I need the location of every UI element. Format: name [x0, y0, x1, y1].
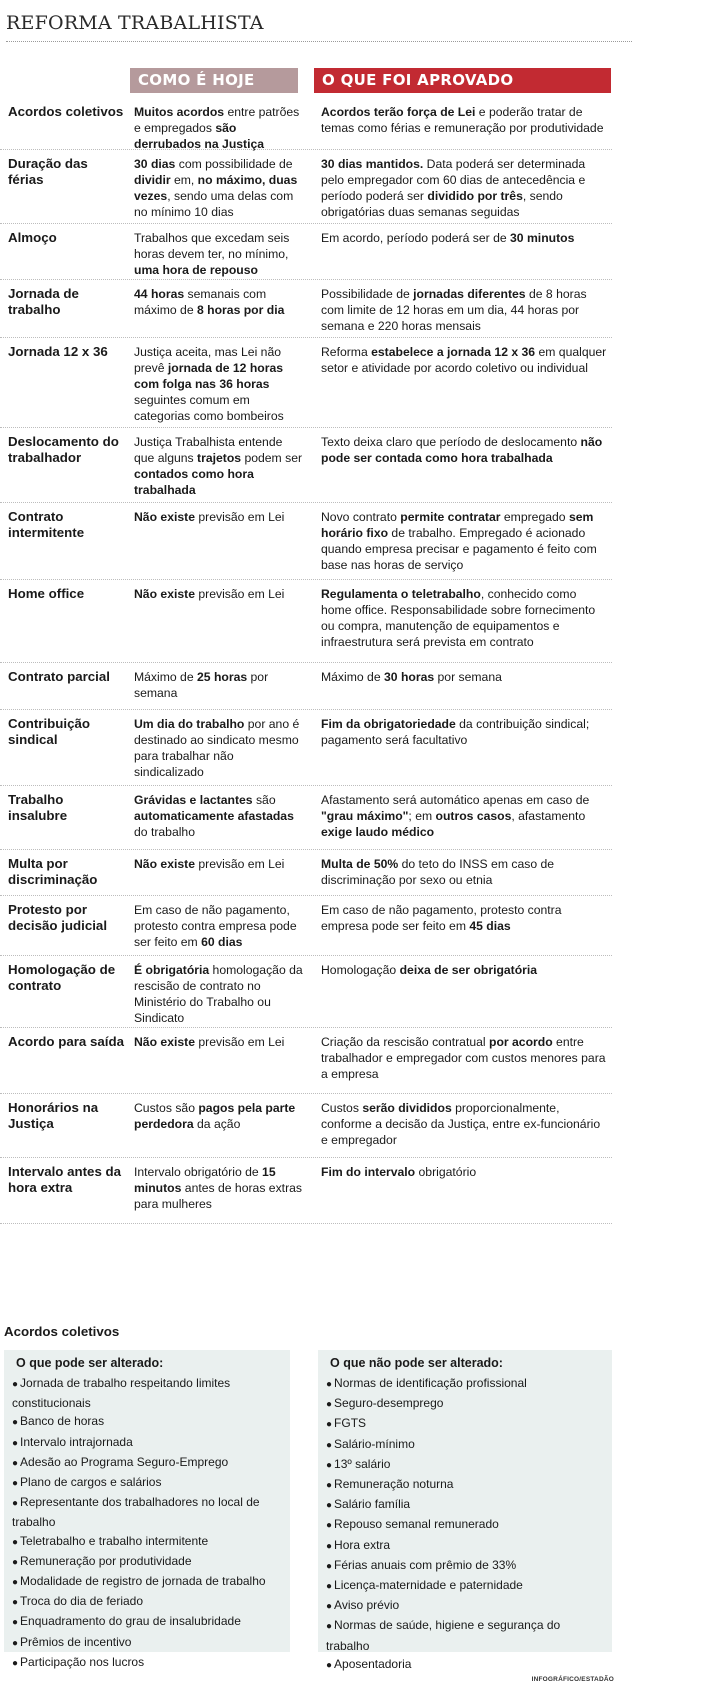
- table-row: [0, 956, 612, 1028]
- table-row: [0, 663, 612, 710]
- row-como-e-hoje: É obrigatória homologação da rescisão de contrato no Ministério do Trabalho ou Sindicato: [134, 963, 303, 1025]
- nao-pode-ser-alterado-list: [318, 1374, 612, 1675]
- list-item: ● Banco de horas: [12, 1414, 105, 1429]
- row-topic: Contribuição sindical: [8, 716, 90, 747]
- row-o-que-foi-aprovado: Criação da rescisão contratual por acordo entre trabalhador e empregador com custos menores para a empresa: [321, 1035, 606, 1081]
- row-topic: Protesto por decisão judicial: [8, 902, 108, 933]
- row-como-e-hoje: Em caso de não pagamento, protesto contra empresa pode ser feito em 60 dias: [134, 903, 297, 949]
- row-o-que-foi-aprovado: Regulamenta o teletrabalho, conhecido como home office. Responsabilidade sobre fornecimento ou compra, manutenção de equipamentos e infraestrutura será prevista em contrato: [321, 587, 596, 649]
- list-item: ● Férias anuais com prêmio de 33%: [326, 1557, 517, 1572]
- row-o-que-foi-aprovado: Homologação deixa de ser obrigatória: [321, 963, 538, 977]
- credit-text: INFOGRÁFICO/ESTADÃO: [531, 1676, 614, 1683]
- row-topic: Contrato parcial: [8, 669, 110, 684]
- bullet-icon: ●: [326, 1480, 333, 1492]
- row-o-que-foi-aprovado: Possibilidade de jornadas diferentes de 8 horas com limite de 12 horas em um dia, 44 horas por semana e 220 horas mensais: [321, 287, 587, 333]
- list-item: ● Hora extra: [326, 1537, 391, 1552]
- bullet-icon: ●: [12, 1657, 19, 1669]
- row-topic: Jornada 12 x 36: [8, 344, 108, 359]
- row-topic: Acordos coletivos: [8, 104, 124, 119]
- row-como-e-hoje: Um dia do trabalho por ano é destinado ao sindicato mesmo para trabalhar não sindicalizado: [134, 717, 300, 779]
- bullet-icon: ●: [12, 1556, 19, 1568]
- row-como-e-hoje: Intervalo obrigatório de 15 minutos antes de horas extras para mulheres: [134, 1165, 302, 1211]
- bullet-icon: ●: [12, 1498, 19, 1510]
- list-item: ● Adesão ao Programa Seguro-Emprego: [12, 1454, 229, 1469]
- list-item: ● Remuneração noturna: [326, 1477, 454, 1492]
- table-row: [0, 580, 612, 663]
- pode-ser-alterado-title: O que pode ser alterado:: [16, 1356, 164, 1370]
- list-item: ● 13º salário: [326, 1456, 391, 1471]
- bullet-icon: ●: [326, 1581, 333, 1593]
- row-como-e-hoje: Não existe previsão em Lei: [134, 510, 285, 524]
- list-item: ● Seguro-desemprego: [326, 1396, 444, 1411]
- title-divider: [6, 41, 632, 42]
- bullet-icon: ●: [326, 1500, 333, 1512]
- table-row: [0, 850, 612, 896]
- acordos-section-title: Acordos coletivos: [4, 1324, 120, 1339]
- bullet-icon: ●: [326, 1659, 333, 1671]
- row-como-e-hoje: Trabalhos que excedam seis horas devem ter, no mínimo, uma hora de repouso: [134, 231, 290, 277]
- row-como-e-hoje: 44 horas semanais com máximo de 8 horas por dia: [134, 287, 285, 317]
- row-o-que-foi-aprovado: Em caso de não pagamento, protesto contra empresa pode ser feito em 45 dias: [321, 903, 562, 933]
- list-item: ● Teletrabalho e trabalho intermitente: [12, 1533, 209, 1548]
- bullet-icon: ●: [326, 1540, 333, 1552]
- row-o-que-foi-aprovado: Reforma estabelece a jornada 12 x 36 em qualquer setor e atividade por acordo coletivo ou individual: [321, 345, 607, 375]
- list-item: ● Representante dos trabalhadores no local de trabalho: [12, 1495, 260, 1530]
- table-row: [0, 1094, 612, 1158]
- row-o-que-foi-aprovado: Novo contrato permite contratar empregado sem horário fixo de trabalho. Empregado é acionado quando empresa precisar e pagamento é feito com base nas horas de serviço: [321, 510, 597, 572]
- list-item: ● Modalidade de registro de jornada de trabalho: [12, 1574, 266, 1589]
- row-como-e-hoje: Não existe previsão em Lei: [134, 587, 285, 601]
- table-row: [0, 503, 612, 580]
- list-item: ● Aposentadoria: [326, 1656, 412, 1671]
- table-row: [0, 1158, 612, 1224]
- list-item: ● Plano de cargos e salários: [12, 1475, 162, 1490]
- list-item: ● Salário família: [326, 1497, 411, 1512]
- bullet-icon: ●: [326, 1601, 333, 1613]
- row-como-e-hoje: Grávidas e lactantes são automaticamente afastadas do trabalho: [134, 793, 294, 839]
- list-item: ● Intervalo intrajornada: [12, 1434, 133, 1449]
- row-como-e-hoje: Justiça aceita, mas Lei não prevê jornada de 12 horas com folga nas 36 horas seguintes comum em categorias como bombeiros: [134, 345, 284, 423]
- row-topic: Home office: [8, 586, 85, 601]
- table-row: [0, 98, 612, 150]
- row-topic: Duração das férias: [8, 156, 88, 187]
- bullet-icon: ●: [12, 1617, 19, 1629]
- row-como-e-hoje: 30 dias com possibilidade de dividir em, no máximo, duas vezes, sendo uma delas com no mínimo 10 dias: [134, 157, 298, 219]
- list-item: ● Aviso prévio: [326, 1598, 400, 1613]
- bullet-icon: ●: [12, 1597, 19, 1609]
- bullet-icon: ●: [12, 1536, 19, 1548]
- list-item: ● Remuneração por produtividade: [12, 1553, 192, 1568]
- bullet-icon: ●: [12, 1379, 19, 1390]
- bullet-icon: ●: [326, 1520, 333, 1532]
- bullet-icon: ●: [12, 1417, 19, 1429]
- bullet-icon: ●: [12, 1437, 19, 1449]
- row-como-e-hoje: Máximo de 25 horas por semana: [134, 670, 269, 700]
- bullet-icon: ●: [12, 1457, 19, 1469]
- list-item: ● Repouso semanal remunerado: [326, 1517, 499, 1532]
- table-row: [0, 1028, 612, 1094]
- row-o-que-foi-aprovado: Texto deixa claro que período de deslocamento não pode ser contada como hora trabalhada: [321, 435, 603, 465]
- table-row: [0, 896, 612, 956]
- list-item: ● Normas de saúde, higiene e segurança do trabalho: [326, 1618, 561, 1653]
- list-item: ● Enquadramento do grau de insalubridade: [12, 1614, 241, 1629]
- list-item: ● Participação nos lucros: [12, 1654, 145, 1669]
- row-como-e-hoje: Custos são pagos pela parte perdedora da ação: [134, 1101, 296, 1131]
- bullet-icon: ●: [326, 1439, 333, 1451]
- row-como-e-hoje: Não existe previsão em Lei: [134, 1035, 285, 1049]
- header-o-que-foi-aprovado: O QUE FOI APROVADO: [314, 68, 611, 93]
- row-topic: Almoço: [8, 230, 57, 245]
- pode-ser-alterado-box: [4, 1350, 290, 1669]
- row-o-que-foi-aprovado: Fim da obrigatoriedade da contribuição sindical; pagamento será facultativo: [321, 717, 590, 747]
- row-topic: Contrato intermitente: [8, 509, 85, 540]
- list-item: ● Troca do dia de feriado: [12, 1594, 144, 1609]
- table-row: [0, 338, 612, 428]
- list-item: ● Licença-maternidade e paternidade: [326, 1578, 523, 1593]
- table-row: [0, 710, 612, 786]
- bullet-icon: ●: [12, 1577, 19, 1589]
- row-como-e-hoje: Justiça Trabalhista entende que alguns trajetos podem ser contados como hora trabalhada: [134, 435, 303, 497]
- row-topic: Acordo para saída: [8, 1034, 125, 1049]
- list-item: ● FGTS: [326, 1416, 367, 1431]
- bullet-icon: ●: [12, 1478, 19, 1490]
- table-row: [0, 224, 612, 280]
- table-row: [0, 428, 612, 503]
- nao-pode-ser-alterado-box: [318, 1350, 612, 1671]
- table-row: [0, 280, 612, 338]
- row-topic: Honorários na Justiça: [8, 1100, 99, 1131]
- bullet-icon: ●: [326, 1379, 333, 1390]
- row-o-que-foi-aprovado: Fim do intervalo obrigatório: [321, 1165, 477, 1179]
- bullet-icon: ●: [326, 1621, 333, 1633]
- list-item: ● Salário-mínimo: [326, 1436, 415, 1451]
- pode-ser-alterado-list: [4, 1374, 290, 1673]
- list-item: ● Prêmios de incentivo: [12, 1634, 132, 1649]
- list-item: ● Normas de identificação profissional: [326, 1376, 527, 1390]
- row-topic: Intervalo antes da hora extra: [8, 1164, 122, 1195]
- bullet-icon: ●: [326, 1399, 333, 1411]
- row-como-e-hoje: Muitos acordos entre patrões e empregados são derrubados na Justiça: [134, 105, 300, 151]
- bullet-icon: ●: [326, 1459, 333, 1471]
- row-o-que-foi-aprovado: Em acordo, período poderá ser de 30 minutos: [321, 231, 575, 245]
- row-o-que-foi-aprovado: Acordos terão força de Lei e poderão tratar de temas como férias e remuneração por produtividade: [321, 105, 604, 135]
- row-topic: Trabalho insalubre: [8, 792, 68, 823]
- bullet-icon: ●: [326, 1560, 333, 1572]
- header-como-e-hoje: COMO É HOJE: [130, 68, 298, 93]
- bullet-icon: ●: [326, 1419, 333, 1431]
- row-topic: Jornada de trabalho: [8, 286, 79, 317]
- row-como-e-hoje: Não existe previsão em Lei: [134, 857, 285, 871]
- table-row: [0, 786, 612, 850]
- table-row: [0, 150, 612, 224]
- row-o-que-foi-aprovado: 30 dias mantidos. Data poderá ser determinada pelo empregador com 60 dias de antecedência e período poderá ser dividido por três, sendo obrigatórias duas semanas seguidas: [321, 157, 586, 219]
- row-o-que-foi-aprovado: Custos serão divididos proporcionalmente, conforme a decisão da Justiça, entre ex-funcionário e empregador: [321, 1101, 601, 1147]
- row-o-que-foi-aprovado: Afastamento será automático apenas em caso de "grau máximo"; em outros casos, afastamento exige laudo médico: [321, 793, 590, 839]
- nao-pode-ser-alterado-title: O que não pode ser alterado:: [330, 1356, 503, 1370]
- row-topic: Deslocamento do trabalhador: [8, 434, 119, 465]
- page-title: REFORMA TRABALHISTA: [6, 12, 264, 34]
- bullet-icon: ●: [12, 1637, 19, 1649]
- row-o-que-foi-aprovado: Multa de 50% do teto do INSS em caso de discriminação por sexo ou etnia: [321, 857, 555, 887]
- row-topic: Homologação de contrato: [8, 962, 116, 993]
- row-o-que-foi-aprovado: Máximo de 30 horas por semana: [321, 670, 502, 684]
- list-item: ● Jornada de trabalho respeitando limites constitucionais: [12, 1376, 231, 1411]
- row-topic: Multa por discriminação: [8, 856, 98, 887]
